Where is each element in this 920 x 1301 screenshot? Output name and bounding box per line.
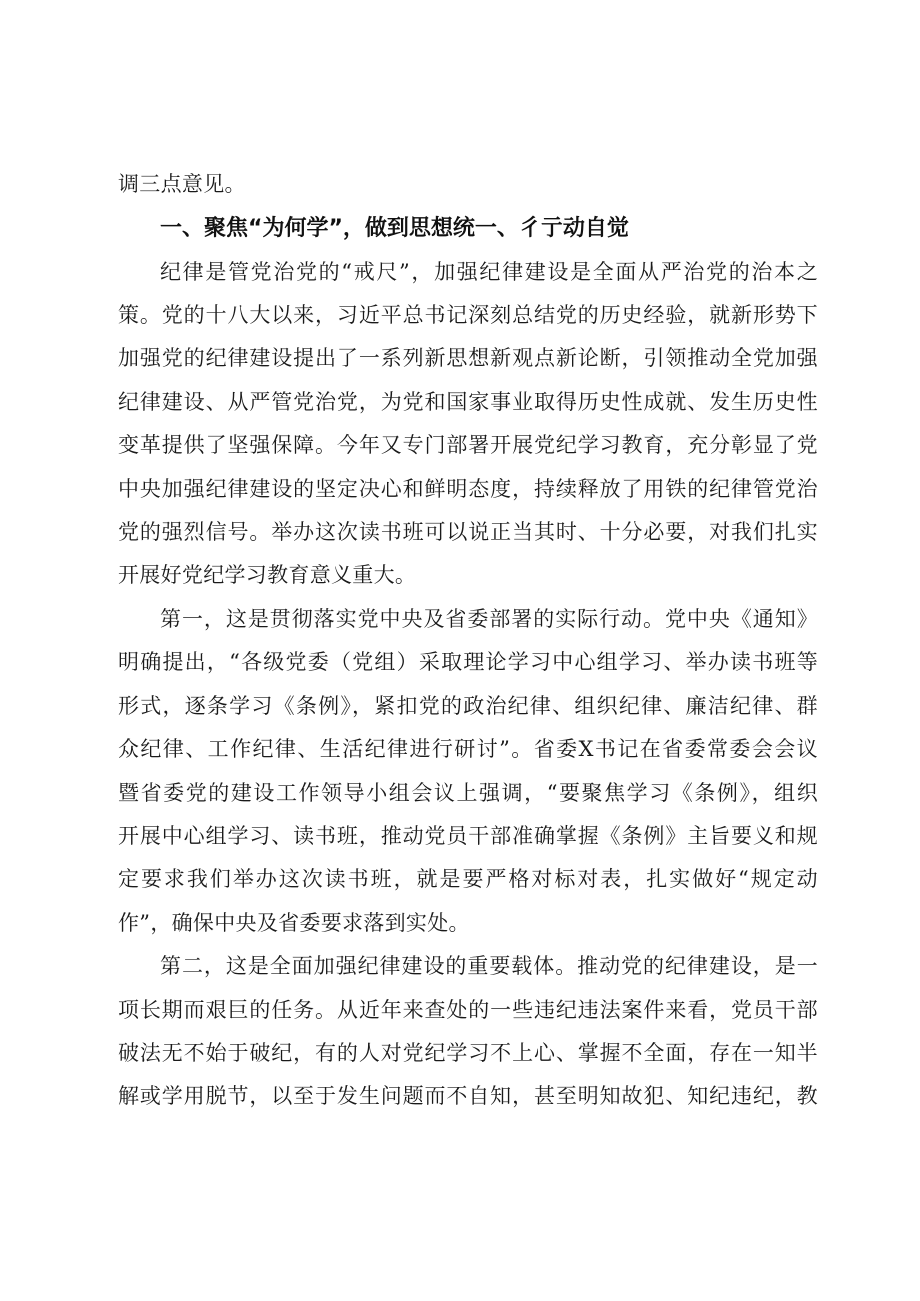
text-line: 破法无不始于破纪，有的人对党纪学习不上心、掌握不全面，存在一知半 <box>118 1041 818 1065</box>
text-line: 第二，这是全面加强纪律建设的重要载体。推动党的纪律建设，是一 <box>160 954 818 978</box>
text-line: 第一，这是贯彻落实党中央及省委部署的实际行动。党中央《通知》 <box>160 607 818 631</box>
text-line: 党的强烈信号。举办这次读书班可以说正当其时、十分必要，对我们扎实 <box>118 520 818 544</box>
text-line: 定要求我们举办这次读书班，就是要严格对标对表，扎实做好“规定动 <box>118 867 818 891</box>
text-line: 众纪律、工作纪律、生活纪律进行研讨”。省委X书记在省委常委会会议 <box>118 737 818 761</box>
text-line: 暨省委党的建设工作领导小组会议上强调，“要聚焦学习《条例》，组织 <box>118 781 818 805</box>
text-line: 开展好党纪学习教育意义重大。 <box>118 563 417 587</box>
text-line: 中央加强纪律建设的坚定决心和鲜明态度，持续释放了用铁的纪律管党治 <box>118 477 818 501</box>
text-line: 调三点意见。 <box>118 172 246 196</box>
text-line: 明确提出，“各级党委（党组）采取理论学习中心组学习、举办读书班等 <box>118 650 818 674</box>
text-line: 加强党的纪律建设提出了一系列新思想新观点新论断，引领推动全党加强 <box>118 346 818 370</box>
text-line: 解或学用脱节，以至于发生问题而不自知，甚至明知故犯、知纪违纪，教 <box>118 1084 818 1108</box>
section-heading: 一、聚焦“为何学”，做到思想统一、彳亍动自觉 <box>160 216 629 241</box>
text-line: 形式，逐条学习《条例》，紧扣党的政治纪律、组织纪律、廉洁纪律、群 <box>118 694 818 718</box>
text-line: 项长期而艰巨的任务。从近年来查处的一些违纪违法案件来看，党员干部 <box>118 998 818 1022</box>
text-line: 纪律是管党治党的“戒尺”，加强纪律建设是全面从严治党的治本之 <box>160 260 818 284</box>
text-line: 策。党的十八大以来，习近平总书记深刻总结党的历史经验，就新形势下 <box>118 303 818 327</box>
text-line: 纪律建设、从严管党治党，为党和国家事业取得历史性成就、发生历史性 <box>118 390 818 414</box>
text-line: 变革提供了坚强保障。今年又专门部署开展党纪学习教育，充分彰显了党 <box>118 433 818 457</box>
text-line: 开展中心组学习、读书班，推动党员干部准确掌握《条例》主旨要义和规 <box>118 824 818 848</box>
text-line: 作”，确保中央及省委要求落到实处。 <box>118 911 470 935</box>
